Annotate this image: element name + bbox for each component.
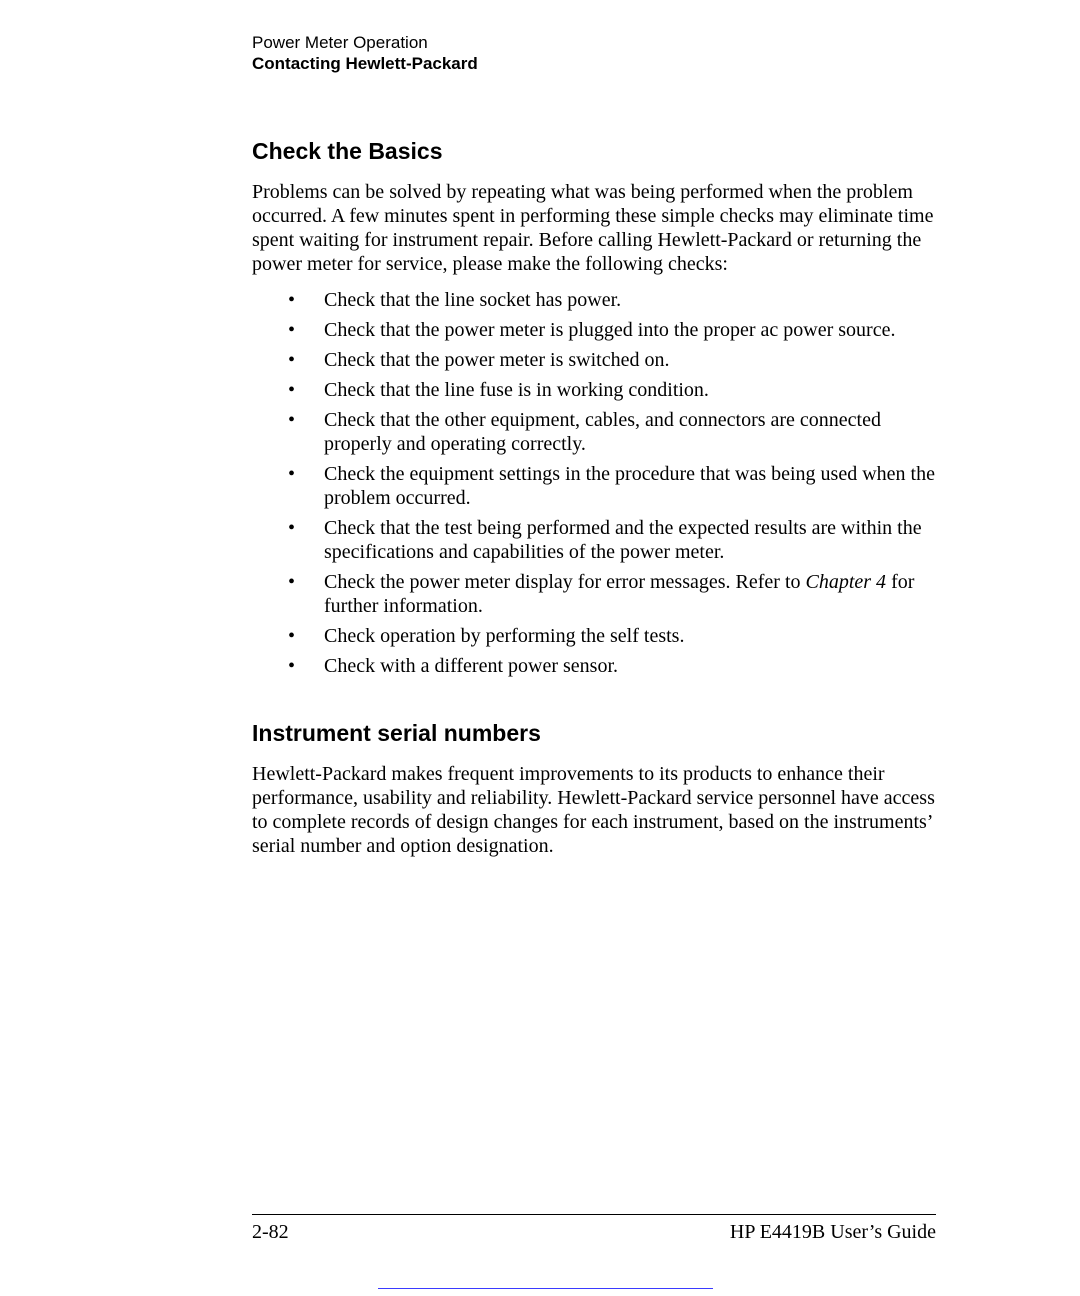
list-item bbox=[252, 462, 936, 510]
list-item-text: Check operation by performing the self tests. bbox=[324, 625, 685, 647]
list-item-text: Check that the power meter is switched on. bbox=[324, 349, 670, 371]
bullet-icon: • bbox=[288, 409, 296, 431]
bullet-icon: • bbox=[288, 289, 296, 311]
basics-intro-paragraph: Problems can be solved by repeating what was being performed when the problem occurred. A few minutes spent in performing these simple checks may eliminate time spent waiting for instrument repair. Before calling Hewlett-Packard or returning the power meter for service, please make the following checks: bbox=[252, 181, 934, 275]
header-chapter-title: Power Meter Operation bbox=[252, 33, 428, 52]
list-item-text: Check that the test being performed and the expected results are within the specifications and capabilities of the power meter. bbox=[324, 517, 922, 563]
basics-heading: Check the Basics bbox=[252, 138, 443, 164]
list-item-text: Check with a different power sensor. bbox=[324, 655, 618, 677]
list-item bbox=[252, 624, 936, 648]
chapter-reference: Chapter 4 bbox=[805, 571, 887, 593]
list-item bbox=[252, 570, 936, 618]
bullet-icon: • bbox=[288, 571, 296, 593]
list-item bbox=[252, 408, 936, 456]
header-section-title: Contacting Hewlett-Packard bbox=[252, 54, 478, 73]
running-header bbox=[252, 32, 478, 74]
list-item-text: Check that the power meter is plugged into the proper ac power source. bbox=[324, 319, 896, 341]
guide-title: HP E4419B User’s Guide bbox=[729, 1221, 936, 1243]
footer-divider bbox=[252, 1214, 936, 1215]
bullet-icon: • bbox=[288, 349, 296, 371]
list-item bbox=[252, 654, 936, 678]
list-item-text-before: Check the power meter display for error messages. Refer to bbox=[324, 571, 806, 593]
bullet-icon: • bbox=[288, 379, 296, 401]
page-number: 2-82 bbox=[252, 1221, 289, 1243]
list-item-text: Check that the other equipment, cables, and connectors are connected properly and operating correctly. bbox=[324, 409, 881, 455]
bullet-icon: • bbox=[288, 517, 296, 539]
checks-list bbox=[252, 288, 936, 678]
list-item bbox=[252, 378, 936, 402]
serial-numbers-heading: Instrument serial numbers bbox=[252, 720, 541, 746]
list-item bbox=[252, 288, 936, 312]
list-item bbox=[252, 318, 936, 342]
list-item-text: Check that the line socket has power. bbox=[324, 289, 622, 311]
bullet-icon: • bbox=[288, 319, 296, 341]
list-item bbox=[252, 516, 936, 564]
list-item-text-after: for further information. bbox=[324, 571, 915, 617]
list-item-text: Check that the line fuse is in working condition. bbox=[324, 379, 709, 401]
list-item-text: Check the equipment settings in the procedure that was being used when the problem occurred. bbox=[324, 463, 935, 509]
list-item bbox=[252, 348, 936, 372]
page-content bbox=[252, 136, 936, 870]
serial-numbers-paragraph: Hewlett-Packard makes frequent improvements to its products to enhance their performance, usability and reliability. Hewlett-Packard service personnel have access to complete records of design changes for each instrument, based on the instruments’ serial number and option designation. bbox=[252, 763, 935, 857]
bullet-icon: • bbox=[288, 625, 296, 647]
bullet-icon: • bbox=[288, 463, 296, 485]
bullet-icon: • bbox=[288, 655, 296, 677]
list-item-text bbox=[324, 571, 914, 617]
bottom-link-underline[interactable] bbox=[378, 1288, 713, 1289]
